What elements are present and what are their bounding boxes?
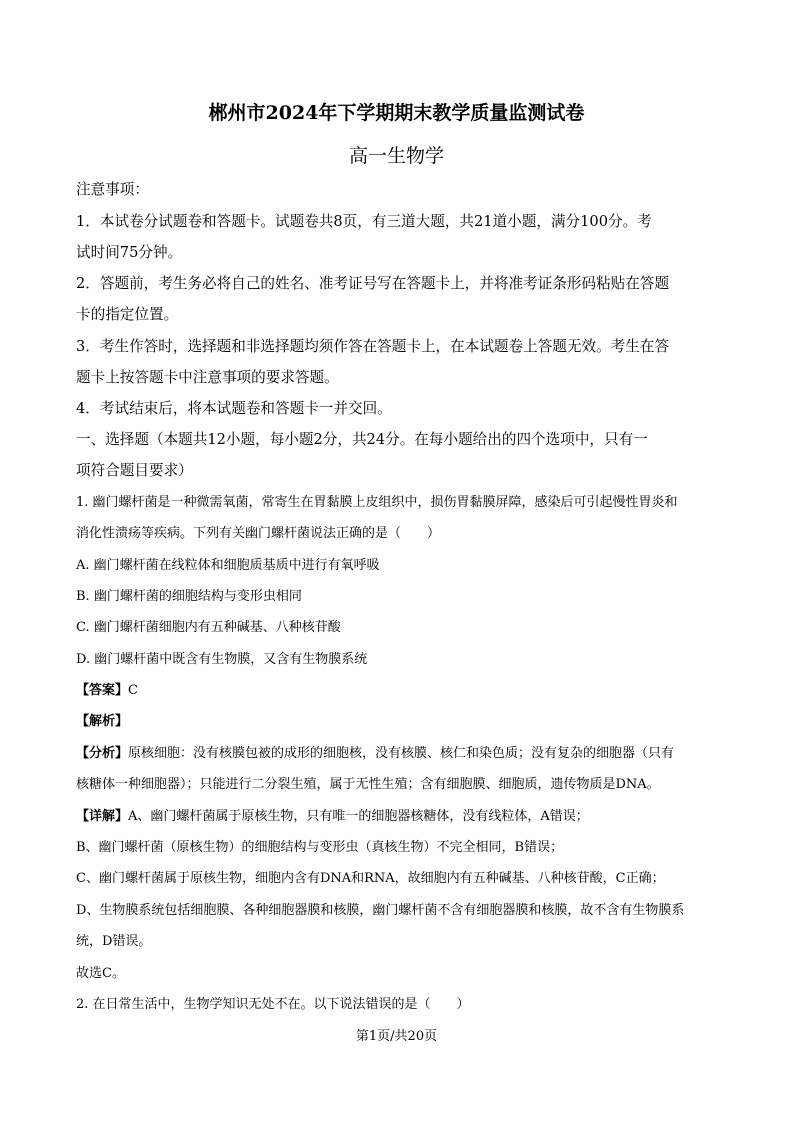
notice-item-4: 4．考试结束后，将本试题卷和答题卡一并交回。 [76, 400, 392, 417]
answer-line [76, 679, 138, 698]
notice-item-3-line-1: 3．考生作答时，选择题和非选择题均须作答在答题卡上，在本试题卷上答题无效。考生在答 [76, 338, 670, 355]
question-1-stem-line-2: 消化性溃疡等疾病。下列有关幽门螺杆菌说法正确的是（ ） [76, 526, 441, 541]
notice-item-1-line-1: 1．本试卷分试题卷和答题卡。试题卷共8页，有三道大题，共21道小题，满分100分。考 [76, 213, 652, 230]
xiangjie-line-b: B、幽门螺杆菌（原核生物）的细胞结构与变形虫（真核生物）不完全相同，B错误； [76, 840, 564, 855]
notice-item-3-line-2: 题卡上按答题卡中注意事项的要求答题。 [76, 369, 339, 386]
question-1-option-a: A. 幽门螺杆菌在线粒体和细胞质基质中进行有氧呼吸 [76, 558, 380, 573]
section-heading-line-2: 项符合题目要求） [76, 462, 193, 479]
section-heading-line-1: 一、选择题（本题共12小题，每小题2分，共24分。在每小题给出的四个选项中，只有一 [76, 431, 648, 448]
page-footer: 第1页/共20页 [355, 1029, 438, 1044]
xiangjie-text-a: A、幽门螺杆菌属于原核生物，只有唯一的细胞器核糖体，没有线粒体，A错误； [128, 809, 589, 824]
xiangjie-line-d-1: D、生物膜系统包括细胞膜、各种细胞器膜和核膜，幽门螺杆菌不含有细胞器膜和核膜，故不含有生物膜系 [76, 903, 685, 918]
question-1-option-d: D. 幽门螺杆菌中既含有生物膜，又含有生物膜系统 [76, 652, 368, 667]
exam-subtitle: 高一生物学 [348, 145, 444, 167]
question-2-stem: 2. 在日常生活中，生物学知识无处不在。以下说法错误的是（ ） [76, 997, 470, 1012]
exam-title: 郴州市2024年下学期期末教学质量监测试卷 [208, 102, 585, 124]
notice-item-1-line-2: 试时间75分钟。 [76, 244, 183, 261]
fenxi-label: 【分析】 [76, 746, 129, 761]
notice-item-2-line-2: 卡的指定位置。 [76, 306, 179, 323]
xiangjie-line-a [76, 805, 589, 824]
fenxi-line-2: 核糖体一种细胞器）；只能进行二分裂生殖，属于无性生殖；含有细胞膜、细胞质，遗传物质是DNA。 [76, 777, 660, 792]
question-1-option-c: C. 幽门螺杆菌细胞内有五种碱基、八种核苷酸 [76, 620, 341, 635]
question-1-stem-line-1: 1. 幽门螺杆菌是一种微需氧菌，常寄生在胃黏膜上皮组织中，损伤胃黏膜屏障，感染后可引起慢性胃炎和 [76, 495, 678, 510]
notice-item-2-line-1: 2．答题前，考生务必将自己的姓名、准考证号写在答题卡上，并将准考证条形码粘贴在答题 [76, 275, 670, 292]
question-1-option-b: B. 幽门螺杆菌的细胞结构与变形虫相同 [76, 589, 302, 604]
analysis-label: 【解析】 [76, 714, 129, 729]
notice-heading: 注意事项： [76, 181, 149, 198]
xiangjie-line-d-2: 统，D错误。 [76, 934, 152, 949]
xiangjie-label: 【详解】 [76, 809, 129, 824]
answer-value: C [128, 683, 138, 698]
answer-label: 【答案】 [76, 683, 129, 698]
conclusion: 故选C。 [76, 966, 125, 981]
fenxi-line-1 [76, 742, 674, 761]
fenxi-text-1: 原核细胞：没有核膜包被的成形的细胞核，没有核膜、核仁和染色质；没有复杂的细胞器（只有 [128, 746, 675, 761]
xiangjie-line-c: C、幽门螺杆菌属于原核生物，细胞内含有DNA和RNA，故细胞内有五种碱基、八种核苷酸，C正确； [76, 871, 665, 886]
